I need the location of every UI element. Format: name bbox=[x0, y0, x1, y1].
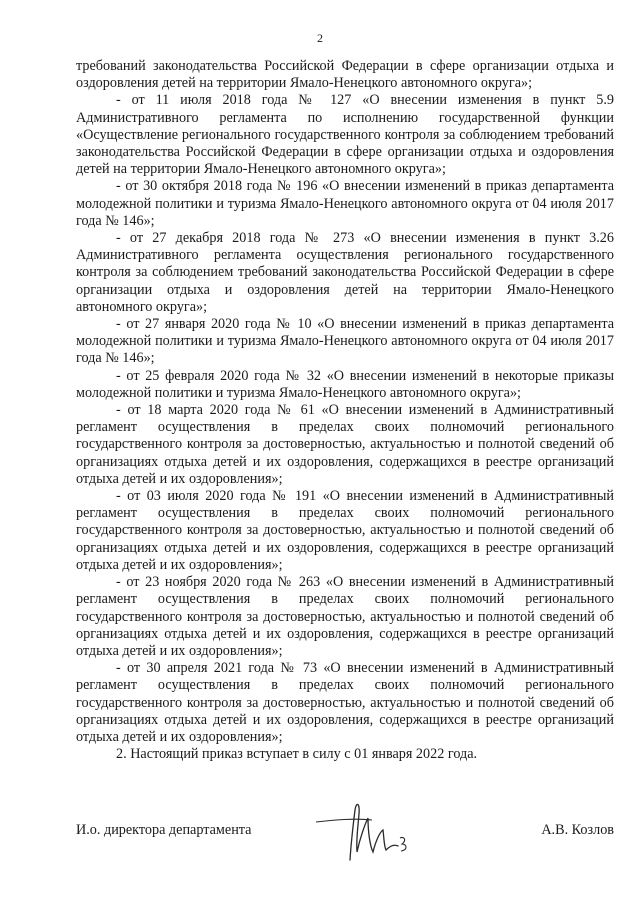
document-body bbox=[76, 58, 614, 763]
signatory-name: А.В. Козлов bbox=[541, 822, 614, 838]
list-item: - от 23 ноября 2020 года № 263 «О внесении изменений в Административный регламент осуществления в пределах своих полномочий регионального государственного контроля за достоверностью, актуальностью и полнотой сведений об организациях отдыха детей и их оздоровления, содержащихся в реестре организаций отдыха детей и их оздоровления»; bbox=[76, 574, 614, 659]
handwritten-signature bbox=[310, 796, 420, 866]
list-item: - от 11 июля 2018 года № 127 «О внесении изменения в пункт 5.9 Административного регламента по исполнению государственной функции «Осуществление регионального государственного контроля за соблюдением требований законодательства Российской Федерации в сфере организации отдыха и оздоровления детей на территории Ямало-Ненецкого автономного округа»; bbox=[76, 92, 614, 178]
list-item: - от 30 апреля 2021 года № 73 «О внесении изменений в Административный регламент осуществления в пределах своих полномочий регионального государственного контроля за достоверностью, актуальностью и полнотой сведений об организациях отдыха детей и их оздоровления, содержащихся в реестре организаций отдыха детей и их оздоровления»; bbox=[76, 660, 614, 745]
list-item: - от 27 декабря 2018 года № 273 «О внесении изменения в пункт 3.26 Административного регламента осуществления регионального государственного контроля за соблюдением требований законодательства Российской Федерации в сфере организации отдыха и оздоровления детей на территории Ямало-Ненецкого автономного округа»; bbox=[76, 230, 614, 315]
list-item: - от 18 марта 2020 года № 61 «О внесении изменений в Административный регламент осуществления в пределах своих полномочий регионального государственного контроля за достоверностью, актуальностью и полнотой сведений об организациях отдыха детей и их оздоровления, содержащихся в реестре организаций отдыха детей и их оздоровления»; bbox=[76, 402, 614, 487]
list-item: - от 25 февраля 2020 года № 32 «О внесении изменений в некоторые приказы молодежной политики и туризма Ямало-Ненецкого автономного округа»; bbox=[76, 367, 614, 401]
page-number: 2 bbox=[317, 31, 323, 45]
signatory-position: И.о. директора департамента bbox=[76, 822, 252, 838]
effective-date-clause: 2. Настоящий приказ вступает в силу с 01 января 2022 года. bbox=[116, 746, 478, 763]
list-item: - от 03 июля 2020 года № 191 «О внесении изменений в Административный регламент осуществления в пределах своих полномочий регионального государственного контроля за достоверностью, актуальностью и полнотой сведений об организациях отдыха детей и их оздоровления, содержащихся в реестре организаций отдыха детей и их оздоровления»; bbox=[76, 488, 614, 573]
list-item: - от 27 января 2020 года № 10 «О внесении изменений в приказ департамента молодежной политики и туризма Ямало-Ненецкого автономного округа от 04 июля 2017 года № 146»; bbox=[76, 316, 614, 367]
list-item: - от 30 октября 2018 года № 196 «О внесении изменений в приказ департамента молодежной политики и туризма Ямало-Ненецкого автономного округа от 04 июля 2017 года № 146»; bbox=[76, 178, 614, 229]
paragraph: требований законодательства Российской Федерации в сфере организации отдыха и оздоровления детей на территории Ямало-Ненецкого автономного округа»; bbox=[76, 58, 614, 92]
